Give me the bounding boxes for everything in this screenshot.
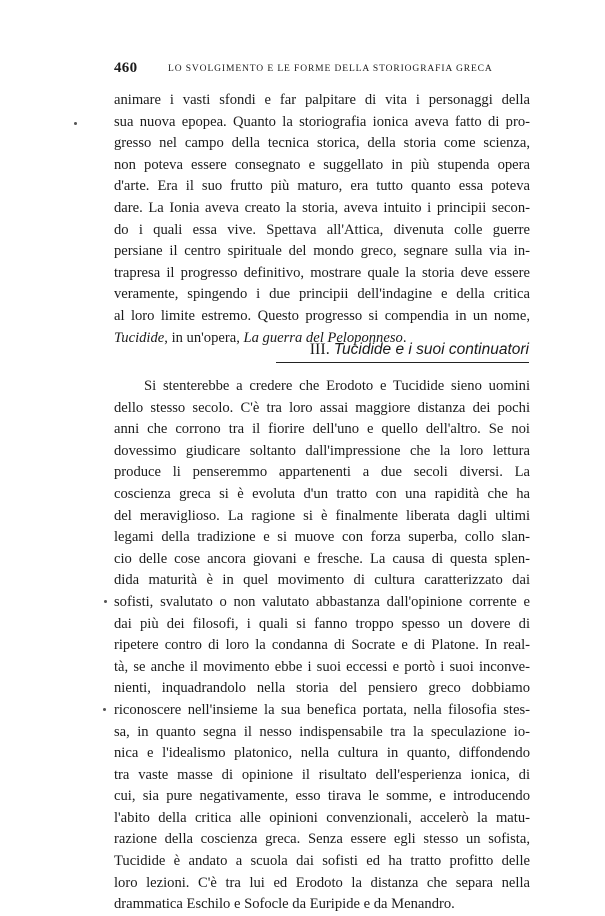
- text-line: dare. La Ionia aveva creato la storia, aveva intuito i principii secon-: [114, 199, 530, 216]
- text-line: animare i vasti sfondi e far palpitare di vita i personaggi della: [114, 92, 530, 108]
- text-line: dello stesso secolo. C'è tra loro assai maggiore distanza dei pochi: [114, 399, 530, 416]
- text-line: legami della tradizione e si muove con forza superba, collo slan-: [114, 529, 530, 546]
- sentence-end: .: [402, 329, 407, 346]
- text-line: dida maturità è in quel movimento di cultura caratterizzato dai: [114, 572, 530, 589]
- text-line: tra vaste masse di opinione il risultato dell'esperienza ionica, di: [114, 766, 530, 783]
- connector-text: , in un'opera,: [164, 329, 244, 346]
- running-head: [114, 60, 534, 80]
- text-line: riconoscere nell'insieme la sua benefica portata, nella filosofia stes-: [114, 701, 530, 718]
- text-line: l'abito della critica alle opinioni convenzionali, accelerò la matu-: [114, 809, 530, 826]
- author-name: Tucidide: [114, 329, 165, 346]
- text-line: cui, sia pure negativamente, esso tirava le somme, e introducendo: [114, 788, 530, 805]
- paragraph-body: [114, 376, 530, 916]
- text-line: nienti, inquadrandolo nella storia del pensiero greco dobbiamo: [114, 680, 530, 697]
- text-line: d'arte. Era il suo frutto più maturo, era tutto quanto essa poteva: [114, 178, 530, 195]
- text-line: nica e l'idealismo platonico, nella cultura in quanto, diffondendo: [114, 745, 530, 762]
- text-line: ripetere contro di loro la condanna di Socrate e di Platone. In real-: [114, 637, 530, 654]
- section-title: Tucidide e i suoi continuatori: [333, 341, 529, 358]
- text-line: dai più dei filosofi, i quali si fanno troppo spesso un dovere di: [114, 615, 530, 632]
- text-line: persiane il centro spirituale del mondo greco, segnare sulla via in-: [114, 243, 530, 260]
- text-line: sa, in quanto segna il nesso indispensabile tra la speculazione io-: [114, 723, 530, 740]
- margin-speck: [74, 122, 77, 125]
- text-line: produce li penseremmo appartenenti a due secoli diversi. La: [114, 464, 530, 481]
- text-line: Tucidide è andato a scuola dai sofisti ed ha tratto profitto delle: [114, 853, 530, 870]
- section-numeral: III.: [309, 341, 330, 358]
- text-line: Si stenterebbe a credere che Erodoto e Tucidide sieno uomini: [144, 378, 530, 394]
- text-line: del meraviglioso. La ragione si è finalmente liberata dagli ultimi: [114, 507, 530, 524]
- text-line: loro lezioni. C'è tra lui ed Erodoto la distanza che separa nella: [114, 874, 530, 891]
- text-line: non poteva essere consegnato e suggellato in più stupenda opera: [114, 156, 530, 173]
- text-line: al loro limite estremo. Questo progresso si compendia in un nome,: [114, 307, 530, 324]
- text-line: razione della coscienza greca. Senza essere egli stesso un sofista,: [114, 831, 530, 848]
- text-line: trapresa il progresso definitivo, mostrare quale la storia deve essere: [114, 264, 530, 281]
- text-line: anni che corrono tra il fiorire dell'uno e quello dell'altro. Se noi: [114, 421, 530, 438]
- text-line-final: drammatica Eschilo e Sofocle da Euripide e da Menandro.: [114, 896, 455, 913]
- paragraph-intro: [114, 90, 530, 349]
- margin-speck: [104, 600, 107, 603]
- margin-speck: [103, 708, 106, 711]
- work-title: La guerra del Peloponneso: [243, 329, 403, 346]
- section-heading: [310, 341, 529, 359]
- section-underline: [276, 362, 529, 363]
- text-line: do i quali essa vive. Spettava all'Attica, divenuta colle guerre: [114, 221, 530, 238]
- text-line: cio delle cose ancora giovani e fresche. La causa di questa splen-: [114, 550, 530, 567]
- page-number: 460: [114, 60, 138, 76]
- text-line: gresso nel campo della tecnica storica, della storia come scienza,: [114, 135, 530, 152]
- text-line: dovessimo giudicare soltanto dall'impressione che la loro lettura: [114, 442, 530, 459]
- text-line: tà, se anche il movimento ebbe i suoi eccessi e portò i suoi inconve-: [114, 658, 530, 675]
- running-title: LO SVOLGIMENTO E LE FORME DELLA STORIOGRAFIA GRECA: [168, 64, 493, 74]
- text-line: sua nuova epopea. Quanto la storiografia ionica aveva fatto di pro-: [114, 113, 530, 130]
- text-line: sofisti, svalutato o non valutato abbastanza dall'opinione corrente e: [114, 593, 530, 610]
- text-line: veramente, spingendo i due principii dell'indagine e della critica: [114, 286, 530, 303]
- text-line: coscienza greca si è evoluta d'un tratto con una rapidità che ha: [114, 485, 530, 502]
